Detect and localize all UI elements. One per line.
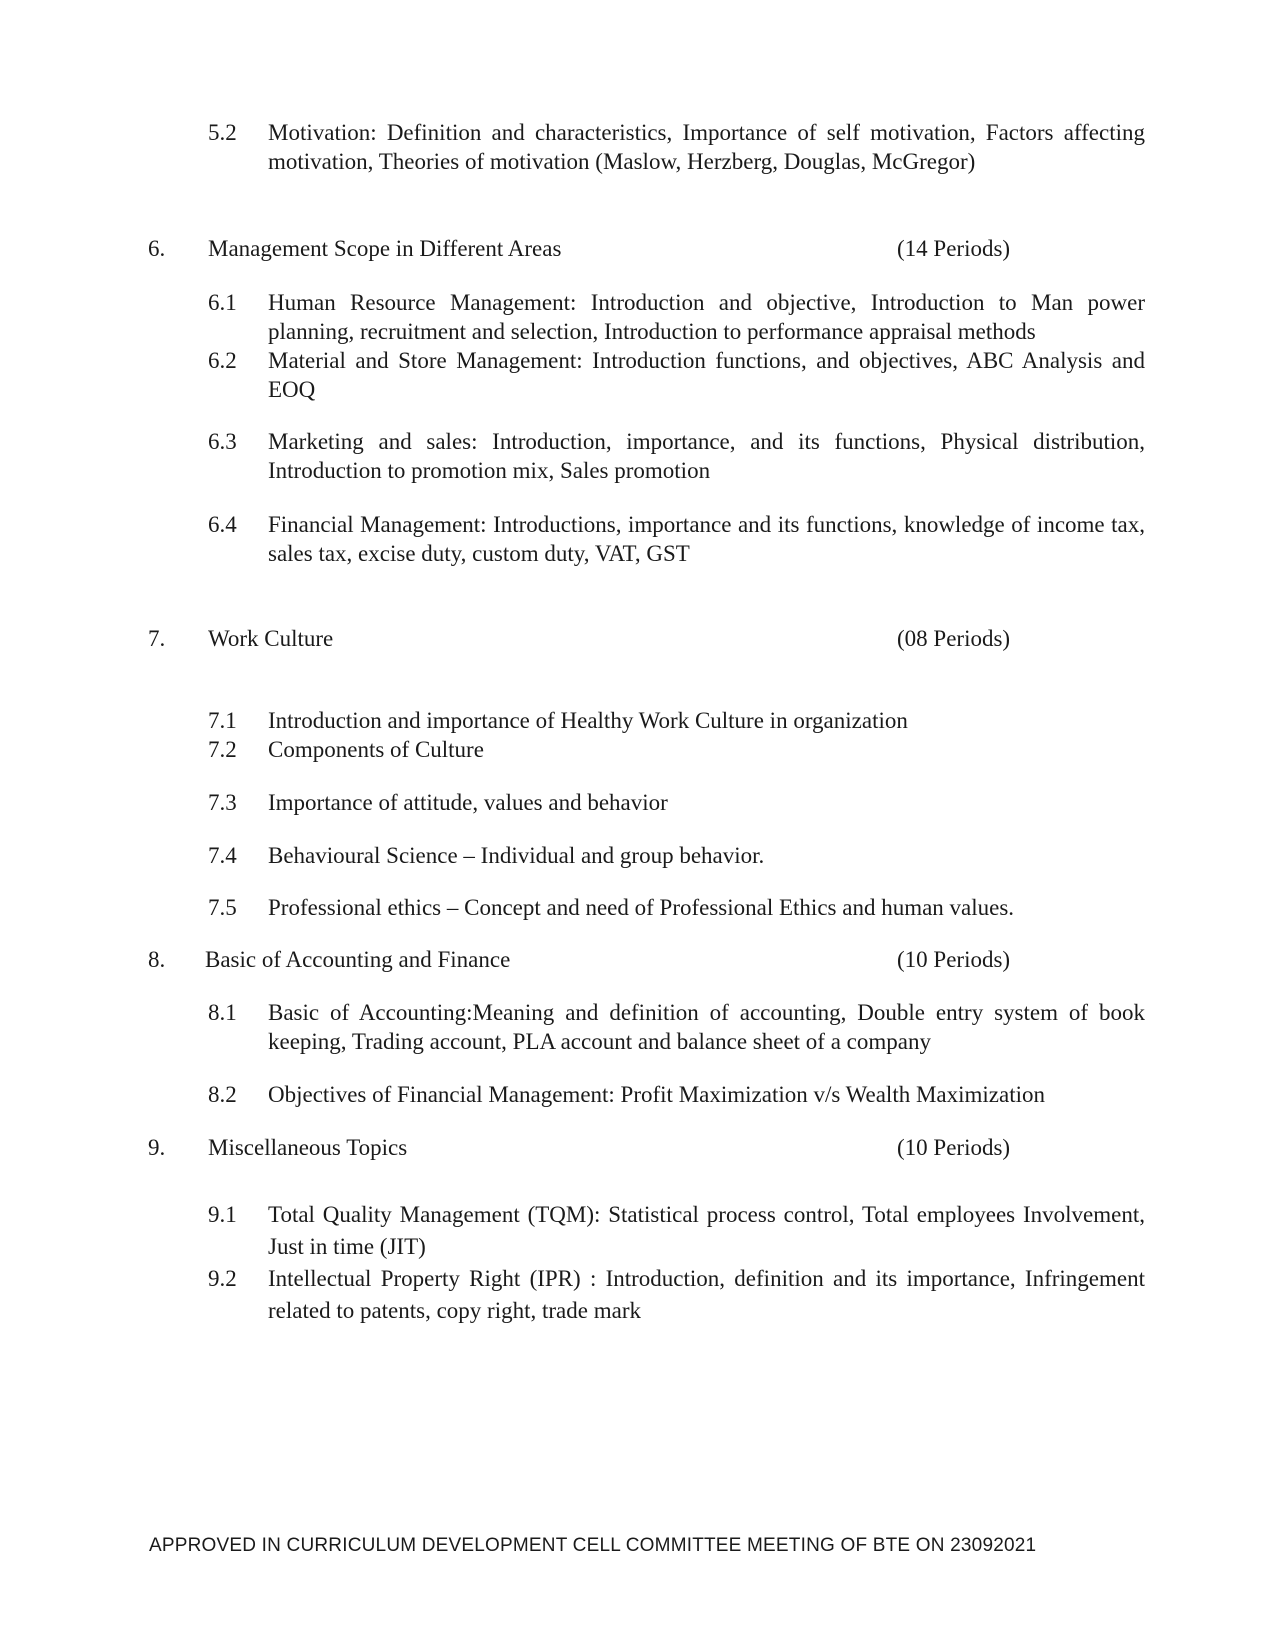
subsection-text: Total Quality Management (TQM): Statistical process control, Total employees Involvement, Just in time (JIT) (268, 1202, 1145, 1259)
subsection-number: 7.1 (208, 708, 237, 733)
section-periods: (10 Periods) (897, 947, 1011, 972)
subsection-number: 7.4 (208, 843, 237, 868)
subsection-number: 9.2 (208, 1266, 237, 1291)
subsection-number: 8.2 (208, 1082, 237, 1107)
section-periods: (14 Periods) (897, 236, 1011, 261)
section-title: Management Scope in Different Areas (208, 236, 562, 261)
subsection-text: Components of Culture (268, 737, 484, 762)
subsection-text: Objectives of Financial Management: Profit Maximization v/s Wealth Maximization (268, 1082, 1045, 1107)
section-title: Work Culture (208, 626, 334, 651)
subsection-text: Importance of attitude, values and behavior (268, 790, 668, 815)
section-title: Basic of Accounting and Finance (205, 947, 511, 972)
subsection-number: 7.2 (208, 737, 237, 762)
subsection-text: Financial Management: Introductions, importance and its functions, knowledge of income tax, sales tax, excise duty, custom duty, VAT, GST (268, 512, 1145, 566)
subsection-text: Introduction and importance of Healthy Work Culture in organization (268, 708, 908, 733)
subsection-text: Professional ethics – Concept and need of Professional Ethics and human values. (268, 895, 1015, 920)
section-number: 6. (148, 236, 166, 261)
section-number: 9. (148, 1135, 166, 1160)
subsection-number: 9.1 (208, 1202, 237, 1227)
subsection-number: 6.2 (208, 348, 237, 373)
section-title: Miscellaneous Topics (208, 1135, 408, 1160)
subsection-text: Human Resource Management: Introduction and objective, Introduction to Man power planning, recruitment and selection, Introduction to performance appraisal methods (268, 290, 1145, 344)
subsection-number: 8.1 (208, 1000, 237, 1025)
section-number: 7. (148, 626, 166, 651)
approval-footer: APPROVED IN CURRICULUM DEVELOPMENT CELL COMMITTEE MEETING OF BTE ON 23092021 (149, 1535, 1037, 1556)
subsection-text: Marketing and sales: Introduction, importance, and its functions, Physical distribution, Introduction to promotion mix, Sales promotion (268, 429, 1145, 483)
subsection-text: Behavioural Science – Individual and group behavior. (268, 843, 765, 868)
subsection-text: Intellectual Property Right (IPR) : Introduction, definition and its importance, Infringement related to patents, copy right, trade mark (268, 1266, 1145, 1323)
subsection-text: Motivation: Definition and characteristics, Importance of self motivation, Factors affecting motivation, Theories of motivation (Maslow, Herzberg, Douglas, McGregor) (268, 120, 1145, 174)
subsection-number: 5.2 (208, 120, 237, 145)
subsection-text: Material and Store Management: Introduction functions, and objectives, ABC Analysis and EOQ (268, 348, 1145, 402)
subsection-number: 7.3 (208, 790, 237, 815)
section-number: 8. (148, 947, 166, 972)
subsection-text: Basic of Accounting:Meaning and definition of accounting, Double entry system of book keeping, Trading account, PLA account and balance sheet of a company (268, 1000, 1145, 1054)
subsection-number: 7.5 (208, 895, 237, 920)
section-periods: (10 Periods) (897, 1135, 1011, 1160)
subsection-number: 6.4 (208, 512, 237, 537)
section-periods: (08 Periods) (897, 626, 1011, 651)
subsection-number: 6.3 (208, 429, 237, 454)
subsection-number: 6.1 (208, 290, 237, 315)
